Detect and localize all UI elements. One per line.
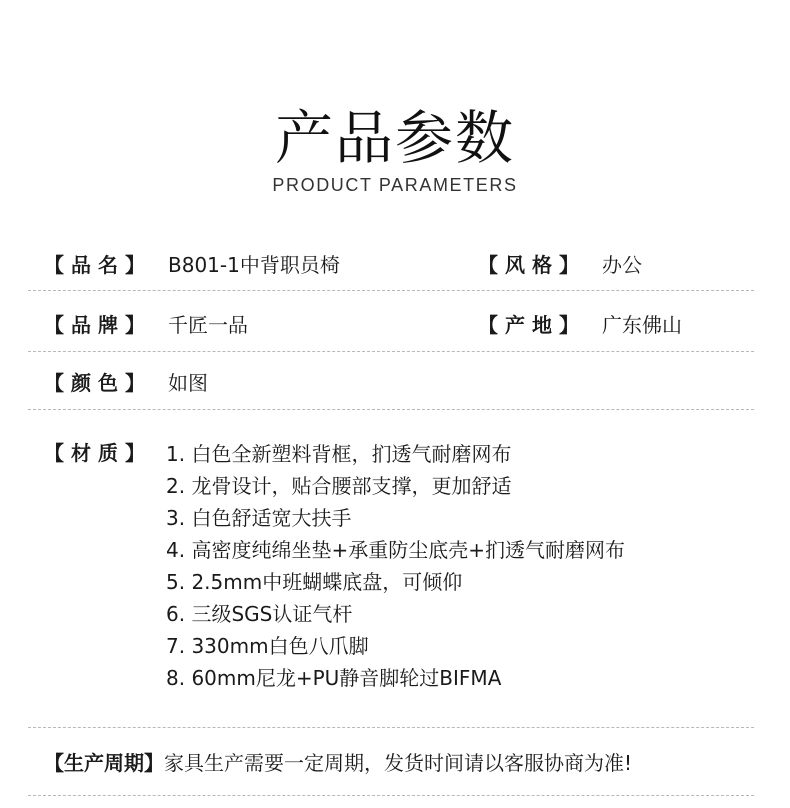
production-cycle-text: 家具生产需要一定周期，发货时间请以客服协商为准! [164,751,633,775]
divider [28,351,754,352]
param-label-name: 【 品名】 [44,253,145,277]
param-label-style: 【 风格】 [478,253,579,277]
page-subtitle: PRODUCT PARAMETERS [272,175,518,195]
param-value-brand: 千匠一品 [168,313,248,337]
divider [28,409,754,410]
material-item: 3. 白色舒适宽大扶手 [166,506,352,530]
material-item: 2. 龙骨设计，贴合腰部支撑，更加舒适 [166,474,512,498]
param-value-name: B801-1中背职员椅 [168,253,340,277]
param-row-color [28,368,754,400]
material-item: 6. 三级SGS认证气杆 [166,602,353,626]
param-value-color: 如图 [168,371,208,395]
param-value-origin: 广东佛山 [602,313,682,337]
divider [28,795,754,796]
param-row-name-style [28,250,754,282]
divider [28,290,754,291]
param-value-style: 办公 [602,253,642,277]
divider [28,727,754,728]
param-label-material: 【 材质】 [44,441,145,465]
param-label-brand: 【 品牌】 [44,313,145,337]
material-item: 5. 2.5mm中班蝴蝶底盘，可倾仰 [166,570,463,594]
production-cycle-label: 【生产周期】 [44,751,164,775]
param-label-origin: 【 产地】 [478,313,579,337]
param-label-color: 【 颜色】 [44,371,145,395]
page-title: 产品参数 [274,104,515,172]
material-item: 8. 60mm尼龙+PU静音脚轮过BIFMA [166,666,502,690]
material-item: 1. 白色全新塑料背框，扪透气耐磨网布 [166,442,512,466]
material-item: 7. 330mm白色八爪脚 [166,634,369,658]
param-row-material [28,438,754,698]
production-cycle-note [44,748,632,778]
param-row-brand-origin [28,310,754,342]
material-item: 4. 高密度纯绵坐垫+承重防尘底壳+扪透气耐磨网布 [166,538,625,562]
material-list [166,438,625,694]
